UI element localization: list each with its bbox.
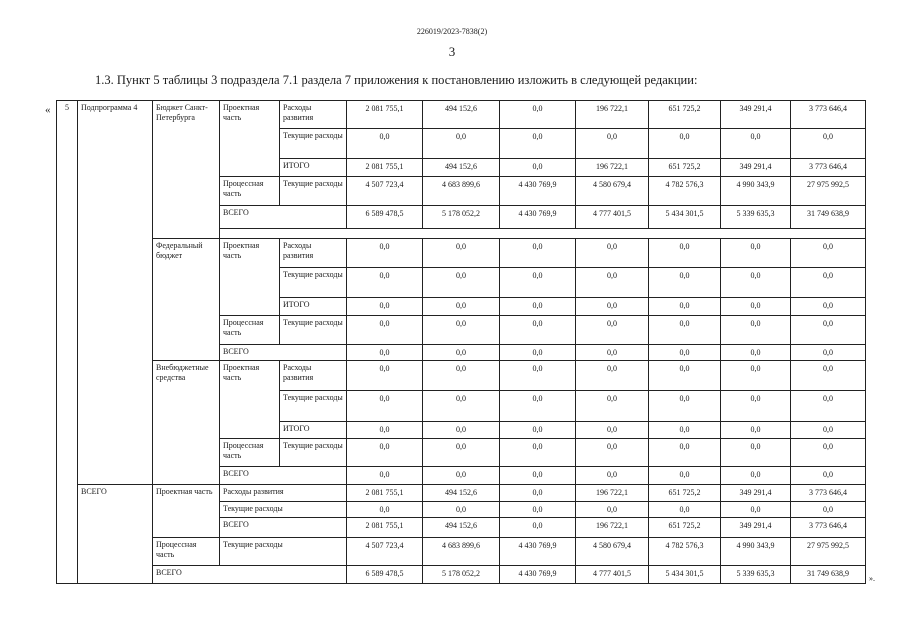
value-cell: 4 782 576,3: [649, 176, 721, 205]
value-cell: 0,0: [721, 421, 791, 438]
dev-expenses-label: Расходы развития: [280, 101, 347, 129]
value-cell: 5 339 635,3: [721, 206, 791, 228]
value-cell: 5 178 052,2: [423, 206, 500, 228]
current-expenses-label: Текущие расходы: [280, 439, 347, 467]
value-cell: 0,0: [576, 238, 649, 267]
value-cell: 4 430 769,9: [500, 176, 576, 205]
value-cell: 0,0: [423, 439, 500, 467]
value-cell: 2 081 755,1: [347, 518, 423, 538]
value-cell: 0,0: [791, 315, 866, 344]
value-cell: 0,0: [649, 344, 721, 360]
value-cell: 0,0: [649, 501, 721, 517]
value-cell: 6 589 478,5: [347, 206, 423, 228]
value-cell: 0,0: [721, 268, 791, 298]
value-cell: 0,0: [500, 501, 576, 517]
subprogram-cell: Подпрограмма 4: [78, 101, 153, 485]
value-cell: 0,0: [500, 390, 576, 421]
offbudget-source: Внебюджетные средства: [153, 361, 220, 484]
project-part-label: Проектная часть: [220, 238, 280, 315]
row-number-cell: 5: [57, 101, 78, 584]
value-cell: 0,0: [721, 361, 791, 390]
value-cell: 3 773 646,4: [791, 158, 866, 176]
value-cell: 0,0: [347, 129, 423, 158]
value-cell: 0,0: [791, 298, 866, 315]
amendment-heading: 1.3. Пункт 5 таблицы 3 подраздела 7.1 раздела 7 приложения к постановлению изложить в следующей редакции:: [95, 73, 698, 87]
current-expenses-label: Текущие расходы: [220, 501, 347, 517]
value-cell: 0,0: [649, 298, 721, 315]
value-cell: 0,0: [500, 439, 576, 467]
value-cell: 0,0: [423, 298, 500, 315]
value-cell: 0,0: [347, 238, 423, 267]
value-cell: 349 291,4: [721, 518, 791, 538]
closing-quote: ».: [869, 574, 875, 583]
table-row: [57, 538, 866, 565]
value-cell: 196 722,1: [576, 484, 649, 501]
value-cell: 0,0: [423, 467, 500, 484]
value-cell: 0,0: [500, 518, 576, 538]
value-cell: 0,0: [500, 315, 576, 344]
value-cell: 651 725,2: [649, 101, 721, 129]
value-cell: 0,0: [791, 344, 866, 360]
value-cell: 494 152,6: [423, 518, 500, 538]
dev-expenses-label: Расходы развития: [280, 238, 347, 267]
value-cell: 0,0: [721, 129, 791, 158]
value-cell: 349 291,4: [721, 158, 791, 176]
value-cell: 4 580 679,4: [576, 538, 649, 565]
value-cell: 0,0: [500, 129, 576, 158]
value-cell: 4 782 576,3: [649, 538, 721, 565]
value-cell: 4 683 899,6: [423, 538, 500, 565]
value-cell: 0,0: [576, 390, 649, 421]
dev-expenses-label: Расходы развития: [220, 484, 347, 501]
value-cell: 3 773 646,4: [791, 484, 866, 501]
vsego-label: ВСЕГО: [153, 565, 347, 583]
table-row: [57, 565, 866, 583]
value-cell: 3 773 646,4: [791, 518, 866, 538]
value-cell: 0,0: [721, 390, 791, 421]
opening-quote: «: [45, 104, 51, 116]
value-cell: 494 152,6: [423, 101, 500, 129]
value-cell: 5 434 301,5: [649, 565, 721, 583]
value-cell: 4 777 401,5: [576, 565, 649, 583]
value-cell: 4 777 401,5: [576, 206, 649, 228]
value-cell: 0,0: [423, 238, 500, 267]
value-cell: 0,0: [721, 501, 791, 517]
value-cell: 0,0: [347, 467, 423, 484]
value-cell: 0,0: [576, 467, 649, 484]
value-cell: 196 722,1: [576, 158, 649, 176]
value-cell: 0,0: [649, 129, 721, 158]
document-number: 226019/2023-7838(2): [416, 27, 488, 36]
value-cell: 494 152,6: [423, 158, 500, 176]
process-part-label: Процессная часть: [153, 538, 220, 565]
value-cell: 651 725,2: [649, 158, 721, 176]
value-cell: 0,0: [423, 268, 500, 298]
value-cell: 0,0: [500, 238, 576, 267]
page-number: 3: [448, 44, 456, 59]
current-expenses-label: Текущие расходы: [280, 129, 347, 158]
value-cell: 5 434 301,5: [649, 206, 721, 228]
value-cell: 0,0: [791, 501, 866, 517]
value-cell: 4 990 343,9: [721, 176, 791, 205]
value-cell: 0,0: [649, 439, 721, 467]
value-cell: 0,0: [500, 298, 576, 315]
value-cell: 494 152,6: [423, 484, 500, 501]
value-cell: 2 081 755,1: [347, 484, 423, 501]
value-cell: 0,0: [576, 501, 649, 517]
vsego-label: ВСЕГО: [220, 206, 347, 228]
value-cell: 0,0: [791, 361, 866, 390]
value-cell: 349 291,4: [721, 101, 791, 129]
value-cell: 6 589 478,5: [347, 565, 423, 583]
itogo-label: ИТОГО: [280, 298, 347, 315]
value-cell: 0,0: [500, 361, 576, 390]
value-cell: 2 081 755,1: [347, 101, 423, 129]
value-cell: 4 430 769,9: [500, 565, 576, 583]
project-part-label: Проектная часть: [153, 484, 220, 538]
value-cell: 0,0: [576, 129, 649, 158]
spb-budget-source: Бюджет Санкт-Петербурга: [153, 101, 220, 239]
value-cell: 0,0: [347, 315, 423, 344]
value-cell: 0,0: [423, 361, 500, 390]
value-cell: 0,0: [500, 101, 576, 129]
vsego-label: ВСЕГО: [220, 344, 347, 360]
value-cell: 0,0: [649, 467, 721, 484]
value-cell: 3 773 646,4: [791, 101, 866, 129]
value-cell: 0,0: [500, 467, 576, 484]
value-cell: 4 430 769,9: [500, 538, 576, 565]
value-cell: 0,0: [576, 298, 649, 315]
itogo-label: ИТОГО: [280, 421, 347, 438]
value-cell: 0,0: [721, 467, 791, 484]
value-cell: 2 081 755,1: [347, 158, 423, 176]
value-cell: 0,0: [649, 361, 721, 390]
value-cell: 0,0: [347, 344, 423, 360]
value-cell: 4 430 769,9: [500, 206, 576, 228]
value-cell: 4 507 723,4: [347, 538, 423, 565]
value-cell: 0,0: [500, 421, 576, 438]
value-cell: 0,0: [649, 238, 721, 267]
value-cell: 0,0: [500, 158, 576, 176]
value-cell: 0,0: [791, 268, 866, 298]
value-cell: 0,0: [347, 439, 423, 467]
value-cell: 27 975 992,5: [791, 176, 866, 205]
value-cell: 31 749 638,9: [791, 565, 866, 583]
value-cell: 651 725,2: [649, 484, 721, 501]
value-cell: 0,0: [423, 390, 500, 421]
value-cell: 0,0: [500, 484, 576, 501]
value-cell: 0,0: [576, 344, 649, 360]
spacer-cell: [220, 228, 866, 238]
value-cell: 0,0: [649, 390, 721, 421]
table-row: [57, 361, 866, 390]
federal-budget-source: Федеральный бюджет: [153, 238, 220, 360]
current-expenses-label: Текущие расходы: [220, 538, 347, 565]
value-cell: 5 178 052,2: [423, 565, 500, 583]
value-cell: 0,0: [347, 390, 423, 421]
value-cell: 0,0: [423, 421, 500, 438]
value-cell: 0,0: [500, 268, 576, 298]
value-cell: 0,0: [347, 421, 423, 438]
value-cell: 4 507 723,4: [347, 176, 423, 205]
value-cell: 0,0: [576, 315, 649, 344]
table-row: [57, 101, 866, 129]
value-cell: 0,0: [347, 268, 423, 298]
vsego-label: ВСЕГО: [220, 518, 347, 538]
value-cell: 0,0: [721, 439, 791, 467]
value-cell: 0,0: [791, 467, 866, 484]
value-cell: 196 722,1: [576, 518, 649, 538]
value-cell: 0,0: [649, 268, 721, 298]
value-cell: 0,0: [500, 344, 576, 360]
process-part-label: Процессная часть: [220, 315, 280, 344]
total-cell: ВСЕГО: [78, 484, 153, 583]
value-cell: 196 722,1: [576, 101, 649, 129]
value-cell: 0,0: [423, 344, 500, 360]
value-cell: 0,0: [721, 315, 791, 344]
value-cell: 0,0: [347, 298, 423, 315]
process-part-label: Процессная часть: [220, 176, 280, 205]
table-row: [57, 238, 866, 267]
current-expenses-label: Текущие расходы: [280, 268, 347, 298]
value-cell: 0,0: [347, 361, 423, 390]
value-cell: 0,0: [576, 361, 649, 390]
current-expenses-label: Текущие расходы: [280, 176, 347, 205]
value-cell: 0,0: [423, 129, 500, 158]
vsego-label: ВСЕГО: [220, 467, 347, 484]
value-cell: 0,0: [347, 501, 423, 517]
table-row: [57, 484, 866, 501]
value-cell: 0,0: [423, 501, 500, 517]
value-cell: 0,0: [423, 315, 500, 344]
value-cell: 4 990 343,9: [721, 538, 791, 565]
value-cell: 0,0: [791, 421, 866, 438]
itogo-label: ИТОГО: [280, 158, 347, 176]
value-cell: 349 291,4: [721, 484, 791, 501]
budget-table: [56, 100, 866, 584]
value-cell: 0,0: [791, 439, 866, 467]
project-part-label: Проектная часть: [220, 101, 280, 177]
value-cell: 0,0: [721, 298, 791, 315]
value-cell: 0,0: [791, 129, 866, 158]
current-expenses-label: Текущие расходы: [280, 390, 347, 421]
value-cell: 31 749 638,9: [791, 206, 866, 228]
project-part-label: Проектная часть: [220, 361, 280, 439]
value-cell: 4 580 679,4: [576, 176, 649, 205]
value-cell: 0,0: [721, 344, 791, 360]
value-cell: 0,0: [576, 268, 649, 298]
value-cell: 0,0: [791, 238, 866, 267]
dev-expenses-label: Расходы развития: [280, 361, 347, 390]
value-cell: 27 975 992,5: [791, 538, 866, 565]
value-cell: 0,0: [649, 315, 721, 344]
current-expenses-label: Текущие расходы: [280, 315, 347, 344]
value-cell: 0,0: [721, 238, 791, 267]
value-cell: 651 725,2: [649, 518, 721, 538]
value-cell: 0,0: [576, 421, 649, 438]
value-cell: 0,0: [791, 390, 866, 421]
value-cell: 0,0: [576, 439, 649, 467]
process-part-label: Процессная часть: [220, 439, 280, 467]
value-cell: 0,0: [649, 421, 721, 438]
value-cell: 4 683 899,6: [423, 176, 500, 205]
value-cell: 5 339 635,3: [721, 565, 791, 583]
